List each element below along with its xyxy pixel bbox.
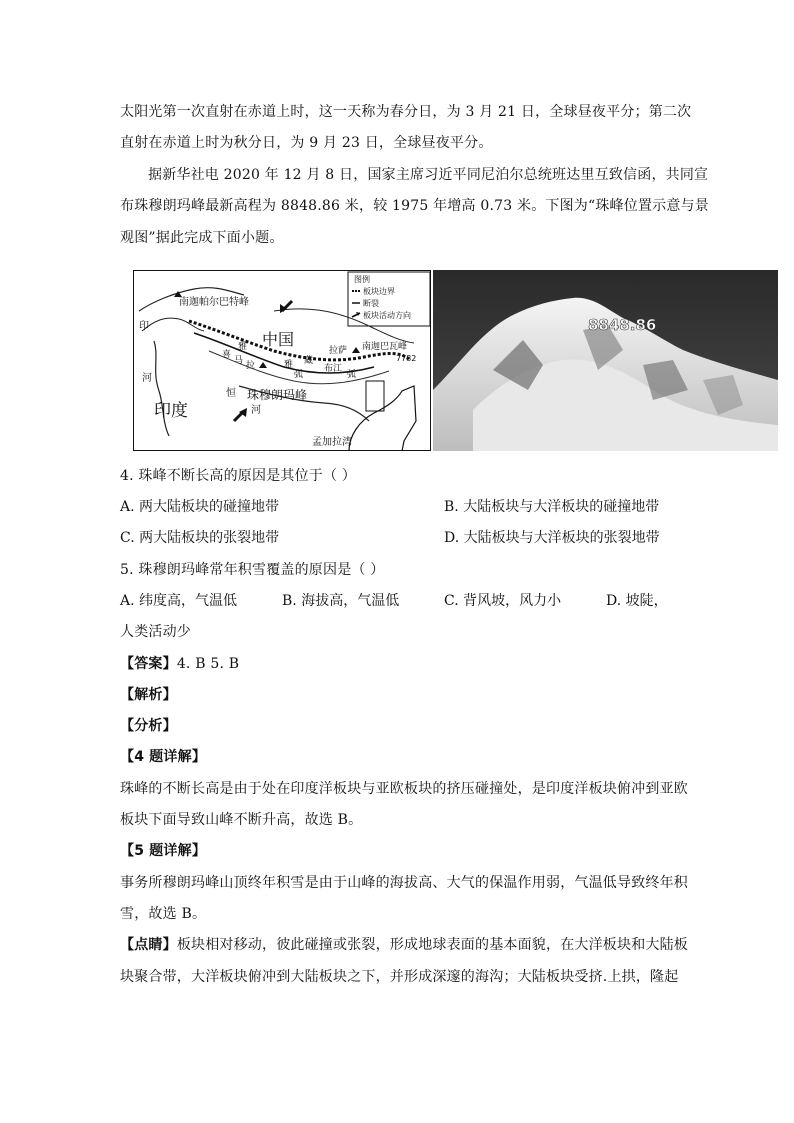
label-himalaya-2: 马 bbox=[234, 356, 244, 366]
q4-option-b: B. 大陆板块与大洋板块的碰撞地带 bbox=[444, 499, 660, 515]
legend-title: 图例 bbox=[354, 275, 370, 284]
analysis-heading: 【解析】 bbox=[120, 687, 177, 703]
q4-option-a: A. 两大陆板块的碰撞地带 bbox=[120, 499, 280, 515]
label-indus-2: 河 bbox=[142, 373, 152, 384]
label-himalaya-4: 雅 bbox=[238, 342, 248, 352]
legend-fault-label: 断裂 bbox=[363, 299, 379, 308]
dianjing-text1: 板块相对移动，彼此碰撞或张裂，形成地球表面的基本面貌，在大洋板块和大陆板 bbox=[176, 937, 689, 953]
indus-river-line bbox=[154, 341, 169, 436]
label-indus-1: 印 bbox=[139, 321, 149, 332]
inset-box bbox=[366, 381, 384, 411]
q5-stem: 5. 珠穆朗玛峰常年积雪覆盖的原因是（ ） bbox=[120, 562, 385, 578]
answer-label: 【答案】 bbox=[120, 656, 177, 672]
detail5-line2: 雪，故选 B。 bbox=[120, 906, 207, 922]
q5-option-c: C. 背风坡，风力小 bbox=[444, 593, 562, 609]
dianjing-line1 bbox=[120, 935, 688, 955]
dianjing-label: 【点睛】 bbox=[120, 937, 177, 953]
namcha-barwa-peak-icon bbox=[352, 347, 360, 353]
map-drawing bbox=[134, 271, 431, 451]
paragraph-equinox-line2: 直射在赤道上时为秋分日，为 9 月 23 日，全球昼夜平分。 bbox=[120, 135, 493, 151]
label-lhasa: 拉萨 bbox=[329, 346, 348, 356]
label-bay-of-bengal: 孟加拉湾 bbox=[312, 437, 352, 448]
label-himalaya-1: 喜 bbox=[222, 350, 232, 360]
everest-figure bbox=[133, 270, 778, 451]
label-namcha-barwa: 南迦巴瓦峰 bbox=[362, 342, 408, 352]
everest-landscape-photo bbox=[433, 270, 778, 451]
detail4-heading: 【4 题详解】 bbox=[120, 749, 207, 765]
paragraph-intro-line1: 据新华社电 2020 年 12 月 8 日，国家主席习近平同尼泊尔总统班达里互致信函，共同宣 bbox=[148, 167, 709, 183]
location-map bbox=[133, 270, 431, 451]
photo-elevation-label: 8848.86 bbox=[588, 316, 657, 334]
q5-option-b: B. 海拔高，气温低 bbox=[282, 593, 400, 609]
q5-option-d-continued: 人类活动少 bbox=[120, 624, 191, 640]
detail5-heading: 【5 题详解】 bbox=[120, 843, 207, 859]
answer-text: 4. B 5. B bbox=[176, 656, 240, 672]
label-yarlung-3: 藏 bbox=[304, 356, 314, 366]
dianjing-line2: 块聚合带，大洋板块俯冲到大陆板块之下，并形成深邃的海沟；大陆板块受挤.上拱，隆起 bbox=[120, 969, 679, 985]
label-himalaya-3: 拉 bbox=[246, 361, 256, 371]
fenxi-heading: 【分析】 bbox=[120, 718, 177, 734]
q5-option-d: D. 坡陡， bbox=[606, 593, 668, 609]
legend-plate-motion-label: 板块活动方向 bbox=[363, 311, 411, 320]
paragraph-intro-line2: 布珠穆朗玛峰最新高程为 8848.86 米，较 1975 年增高 0.73 米。下图为“珠峰位置示意与景 bbox=[120, 198, 709, 214]
legend-plate-boundary-label: 板块边界 bbox=[363, 287, 395, 296]
detail4-line1: 珠峰的不断长高是由于处在印度洋板块与亚欧板块的挤压碰撞处，是印度洋板块俯冲到亚欧 bbox=[120, 781, 688, 797]
everest-peak-icon bbox=[259, 362, 267, 368]
label-yarlung-1: 雅 bbox=[284, 360, 294, 370]
paragraph-equinox-line1: 太阳光第一次直射在赤道上时，这一天称为春分日，为 3 月 21 日，全球昼夜平分；第二次 bbox=[120, 104, 692, 120]
label-yarlung-4: 弧 bbox=[294, 370, 304, 380]
answer-row bbox=[120, 654, 239, 674]
landscape-drawing bbox=[433, 270, 778, 451]
terrain-line-west bbox=[142, 318, 204, 331]
label-ganges: 恒 bbox=[226, 388, 236, 399]
label-nanga-parbat: 南迦帕尔巴特峰 bbox=[179, 297, 249, 308]
label-everest: 珠穆朗玛峰 bbox=[247, 388, 308, 402]
detail5-line1: 事务所穆朗玛峰山顶终年积雪是由于山峰的海拔高、大气的保温作用弱，气温低导致终年积 bbox=[120, 875, 688, 891]
bay-coastline bbox=[349, 386, 416, 451]
q5-option-a: A. 纬度高，气温低 bbox=[120, 593, 238, 609]
label-7782: 7782 bbox=[396, 354, 417, 363]
q4-stem: 4. 珠峰不断长高的原因是其位于（ ） bbox=[120, 468, 357, 484]
label-china: 中国 bbox=[262, 330, 295, 349]
detail4-line2: 板块下面导致山峰不断升高，故选 B。 bbox=[120, 812, 363, 828]
paragraph-intro-line3: 观图”据此完成下面小题。 bbox=[120, 230, 284, 246]
label-yarlung-2: 布江 bbox=[324, 364, 343, 374]
label-india: 印度 bbox=[154, 401, 188, 421]
label-yarlung-5: 弧 bbox=[347, 370, 357, 380]
q4-option-c: C. 两大陆板块的张裂地带 bbox=[120, 530, 280, 546]
label-ganges-river: 河 bbox=[251, 405, 261, 416]
q4-option-d: D. 大陆板块与大洋板块的张裂地带 bbox=[444, 530, 660, 546]
